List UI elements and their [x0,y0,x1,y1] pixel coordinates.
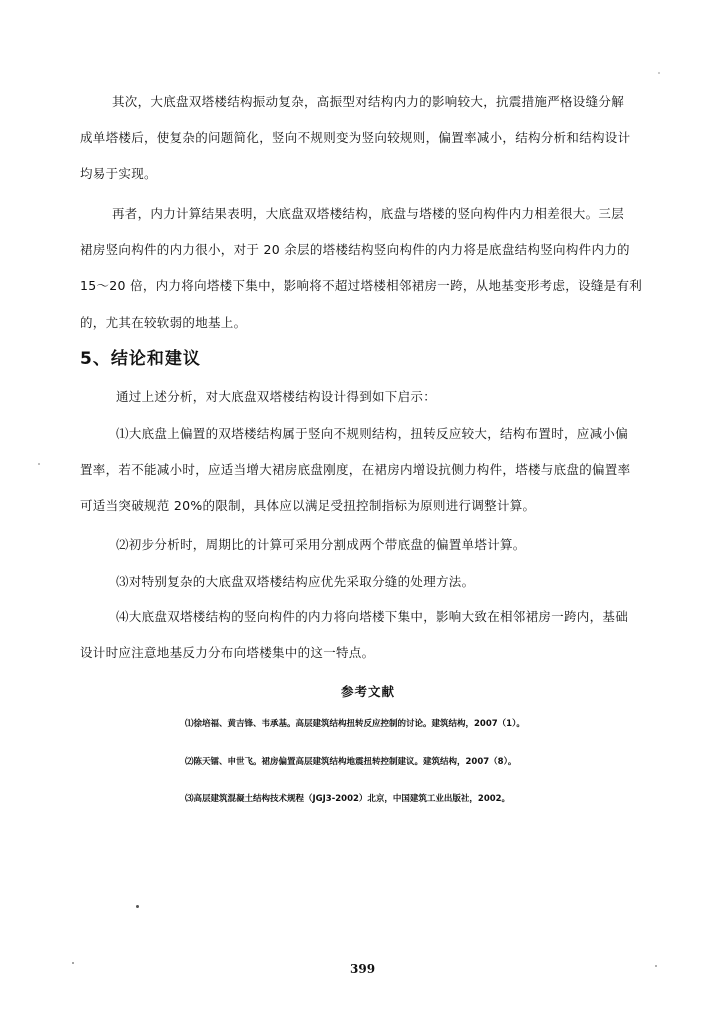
scan-speck [38,463,40,465]
item-3: ⑶对特别复杂的大底盘双塔楼结构应优先采取分缝的处理方法。 [116,574,475,589]
references-title: 参考文献 [341,684,396,699]
reference-3: ⑶高层建筑混凝土结构技术规程（JGJ3-2002）北京，中国建筑工业出版社，2002。 [185,794,511,804]
paragraph-2-line-1: 再者，内力计算结果表明，大底盘双塔楼结构，底盘与塔楼的竖向构件内力相差很大。三层 [112,206,625,221]
scan-speck [136,905,139,908]
item-2: ⑵初步分析时，周期比的计算可采用分割成两个带底盘的偏置单塔计算。 [116,537,526,552]
item-4-line-2: 设计时应注意地基反力分布向塔楼集中的这一特点。 [80,645,375,660]
paragraph-1-line-1: 其次，大底盘双塔楼结构振动复杂，高振型对结构内力的影响较大，抗震措施严格设缝分解 [112,94,625,109]
paragraph-2-line-3: 15～20 倍，内力将向塔楼下集中，影响将不超过塔楼相邻裙房一跨，从地基变形考虑，设缝是有利 [80,278,643,293]
scan-speck [658,72,660,74]
section-heading: 5、结论和建议 [80,349,201,369]
paragraph-1-line-3: 均易于实现。 [80,166,157,181]
page-number: 399 [350,962,376,976]
scan-speck [72,962,74,964]
item-4-line-1: ⑷大底盘双塔楼结构的竖向构件的内力将向塔楼下集中，影响大致在相邻裙房一跨内，基础 [116,609,629,624]
paragraph-2-line-4: 的，尤其在较软弱的地基上。 [80,315,247,330]
paragraph-1-line-2: 成单塔楼后，使复杂的问题简化，竖向不规则变为竖向较规则，偏置率减小，结构分析和结构设计 [80,130,631,145]
item-1-line-3: 可适当突破规范 20%的限制，具体应以满足受扭控制指标为原则进行调整计算。 [80,498,536,513]
section-intro: 通过上述分析，对大底盘双塔楼结构设计得到如下启示： [116,389,437,404]
reference-1: ⑴徐培福、黄吉锋、韦承基。高层建筑结构扭转反应控制的讨论。建筑结构，2007（1）。 [185,719,525,729]
paragraph-2-line-2: 裙房竖向构件的内力很小，对于 20 余层的塔楼结构竖向构件的内力将是底盘结构竖向构件内力的 [80,242,630,257]
reference-2: ⑵陈天镭、申世飞。裙房偏置高层建筑结构地震扭转控制建议。建筑结构，2007（8）。 [185,757,517,767]
item-1-line-1: ⑴大底盘上偏置的双塔楼结构属于竖向不规则结构，扭转反应较大，结构布置时，应减小偏 [116,426,629,441]
item-1-line-2: 置率，若不能减小时，应适当增大裙房底盘刚度，在裙房内增设抗侧力构件，塔楼与底盘的偏置率 [80,462,631,477]
scan-speck [655,965,657,967]
